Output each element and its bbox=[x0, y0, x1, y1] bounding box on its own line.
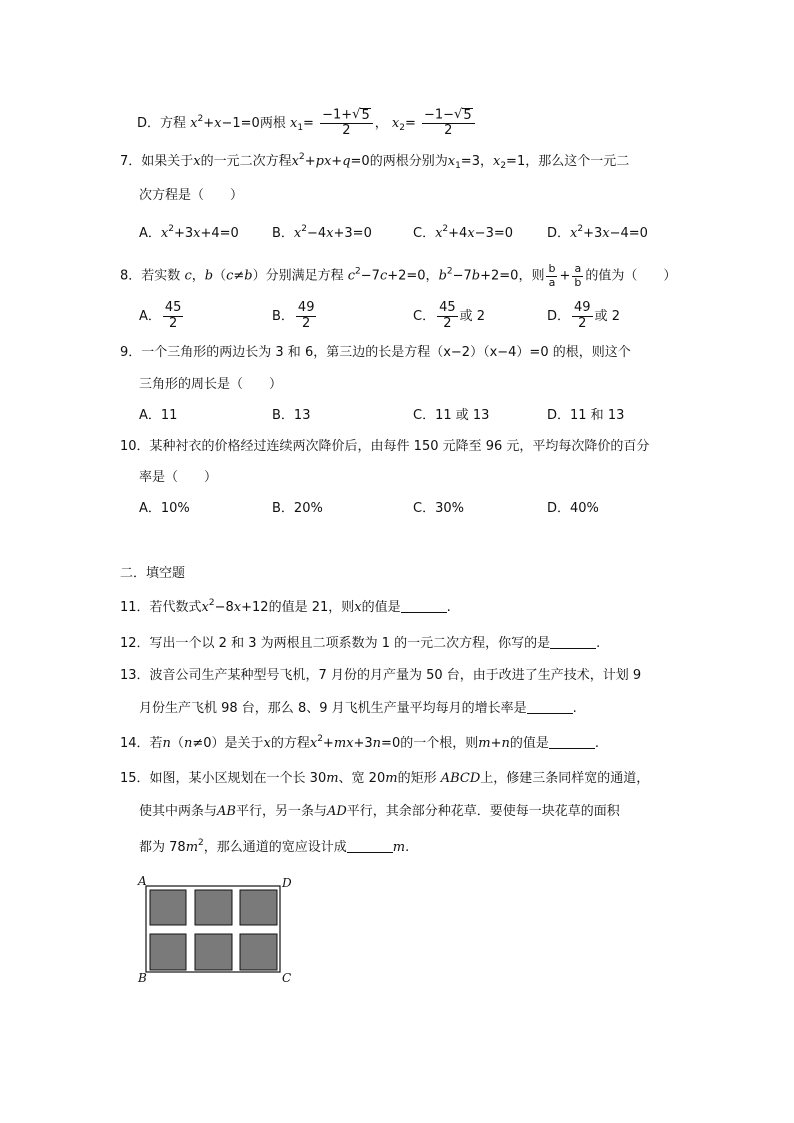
q10-option-d: D．40% bbox=[547, 501, 599, 516]
root-1-fraction: −1+ √ 5 2 bbox=[320, 108, 373, 139]
q8-option-b: B． $\frac{49}{2}$ bbox=[272, 300, 315, 331]
text: ，那么这个一元二 bbox=[525, 154, 630, 169]
q15-line3: 都为 $78m^2$，那么通道的宽应设计成 m. bbox=[139, 838, 410, 855]
rectangle-diagram bbox=[136, 874, 296, 986]
q10-option-a: A．10% bbox=[139, 501, 190, 516]
vertex-d-label: D bbox=[282, 876, 292, 890]
vertex-c-label: C bbox=[282, 971, 292, 985]
flower-bed-plot bbox=[195, 890, 232, 925]
q9-option-a: A．11 bbox=[139, 408, 178, 423]
q13-line1: 13．波音公司生产某种型号飞机，7 月份的月产量为 50 台，由于改进了生产技术，计划 9 bbox=[120, 668, 642, 683]
q9-line2: 三角形的周长是（ ） bbox=[139, 377, 283, 392]
answer-blank[interactable] bbox=[527, 701, 573, 714]
q13-line2: 月份生产飞机 98 台，那么 8、9 月飞机生产量平均每月的增长率是 . bbox=[139, 701, 577, 716]
flower-bed-plot bbox=[240, 934, 277, 970]
text: 如果关于 bbox=[141, 154, 194, 169]
fraction: $\frac{49}{2}$ bbox=[297, 300, 315, 331]
text: 则 bbox=[531, 268, 545, 284]
q8-option-d: D． $\frac{49}{2}$ 或 2 bbox=[547, 300, 620, 331]
question-number: 8． bbox=[120, 268, 142, 284]
question-number: 7． bbox=[120, 154, 142, 169]
q7-line1: 7．如果关于x的一元二次方程$x^2+px+q=0$的两根分别为$x_1=3$，$x_2=1$，那么这个一元二 bbox=[120, 152, 630, 171]
a-over-b-fraction: $\frac{a}{b}$ bbox=[574, 262, 582, 289]
q6-option-d: D．方程 $x^2+x-1=0$两根 $x_1=$ −1+ √ 5 2 ， $x_2=$ −1− √ 5 2 bbox=[137, 108, 477, 139]
flower-beds bbox=[150, 890, 277, 970]
q9-option-d: D．11 和 13 bbox=[547, 408, 625, 423]
rectangle-figure bbox=[136, 874, 296, 986]
q10-line2: 率是（ ） bbox=[139, 470, 218, 485]
q11: 11．若代数式$x^2-8x+12$的值是 21，则x的值是 . bbox=[120, 598, 451, 615]
text: 的两根分别为 bbox=[369, 154, 448, 169]
flower-bed-plot bbox=[240, 890, 277, 925]
answer-blank[interactable] bbox=[347, 840, 393, 853]
answer-blank[interactable] bbox=[549, 736, 595, 749]
vertex-a-label: A bbox=[138, 874, 147, 888]
q12: 12．写出一个以 2 和 3 为两根且二项系数为 1 的一元二次方程，你写的是 . bbox=[120, 636, 601, 651]
flower-bed-plot bbox=[195, 934, 232, 970]
text: 若实数 bbox=[141, 268, 181, 284]
q9-option-c: C．11 或 13 bbox=[413, 408, 490, 423]
answer-blank[interactable] bbox=[550, 636, 596, 649]
vertex-b-label: B bbox=[138, 971, 147, 985]
fraction: $\frac{45}{2}$ bbox=[164, 300, 182, 331]
section-title: 二．填空题 bbox=[120, 566, 186, 581]
q15-line2: 使其中两条与AB平行，另一条与AD平行，其余部分种花草．要使每一块花草的面积 bbox=[139, 804, 620, 819]
q15-line1: 15．如图，某小区规划在一个长 30m、宽 20m的矩形 ABCD上，修建三条同样宽的通道， bbox=[120, 771, 650, 786]
q8-line1: 8．若实数 c，b（c≠b）分别满足方程 $c^2-7c+2=0$，$b^2-7b+2=0$，则 $\frac{b}{a}$ + $\frac{a}{b}$ 的值为（ ） bbox=[120, 262, 677, 289]
fraction: $\frac{45}{2}$ bbox=[439, 300, 456, 331]
q14: 14．若n（n≠0）是关于x的方程$x^2+mx+3n=0$的一个根，则m+n的值是 . bbox=[120, 734, 599, 751]
q9-line1: 9．一个三角形的两边长为 3 和 6，第三边的长是方程（x−2）（x−4）=0 的根，则这个 bbox=[120, 345, 631, 360]
separator: ， bbox=[374, 116, 388, 132]
q8-option-a: A． $\frac{45}{2}$ bbox=[139, 300, 182, 331]
b-over-a-fraction: $\frac{b}{a}$ bbox=[548, 262, 556, 289]
q7-line2: 次方程是（ ） bbox=[139, 188, 244, 203]
answer-blank[interactable] bbox=[401, 600, 447, 613]
text: 分别满足方程 bbox=[265, 268, 344, 284]
q10-option-b: B．20% bbox=[272, 501, 323, 516]
q7-option-a: A．$x^2+3x+4=0$ bbox=[139, 224, 239, 241]
fraction: $\frac{49}{2}$ bbox=[574, 300, 591, 331]
q10-line1: 10．某种衬衣的价格经过连续两次降价后，由每件 150 元降至 96 元，平均每次降价的百分 bbox=[120, 439, 650, 454]
text: 两根 bbox=[259, 116, 286, 132]
text: 的值为（ ） bbox=[585, 268, 677, 284]
q7-option-b: B．$x^2-4x+3=0$ bbox=[272, 224, 372, 241]
flower-bed-plot bbox=[150, 934, 186, 970]
text: 的一元二次方程 bbox=[200, 154, 292, 169]
option-label: D．方程 bbox=[137, 116, 187, 132]
q9-option-b: B．13 bbox=[272, 408, 311, 423]
q10-option-c: C．30% bbox=[413, 501, 464, 516]
q7-option-c: C．$x^2+4x-3=0$ bbox=[413, 224, 513, 241]
root-2-fraction: −1− √ 5 2 bbox=[422, 108, 475, 139]
q8-option-c: C． $\frac{45}{2}$ 或 2 bbox=[413, 300, 486, 331]
q7-option-d: D．$x^2+3x-4=0$ bbox=[547, 224, 648, 241]
flower-bed-plot bbox=[150, 890, 186, 925]
